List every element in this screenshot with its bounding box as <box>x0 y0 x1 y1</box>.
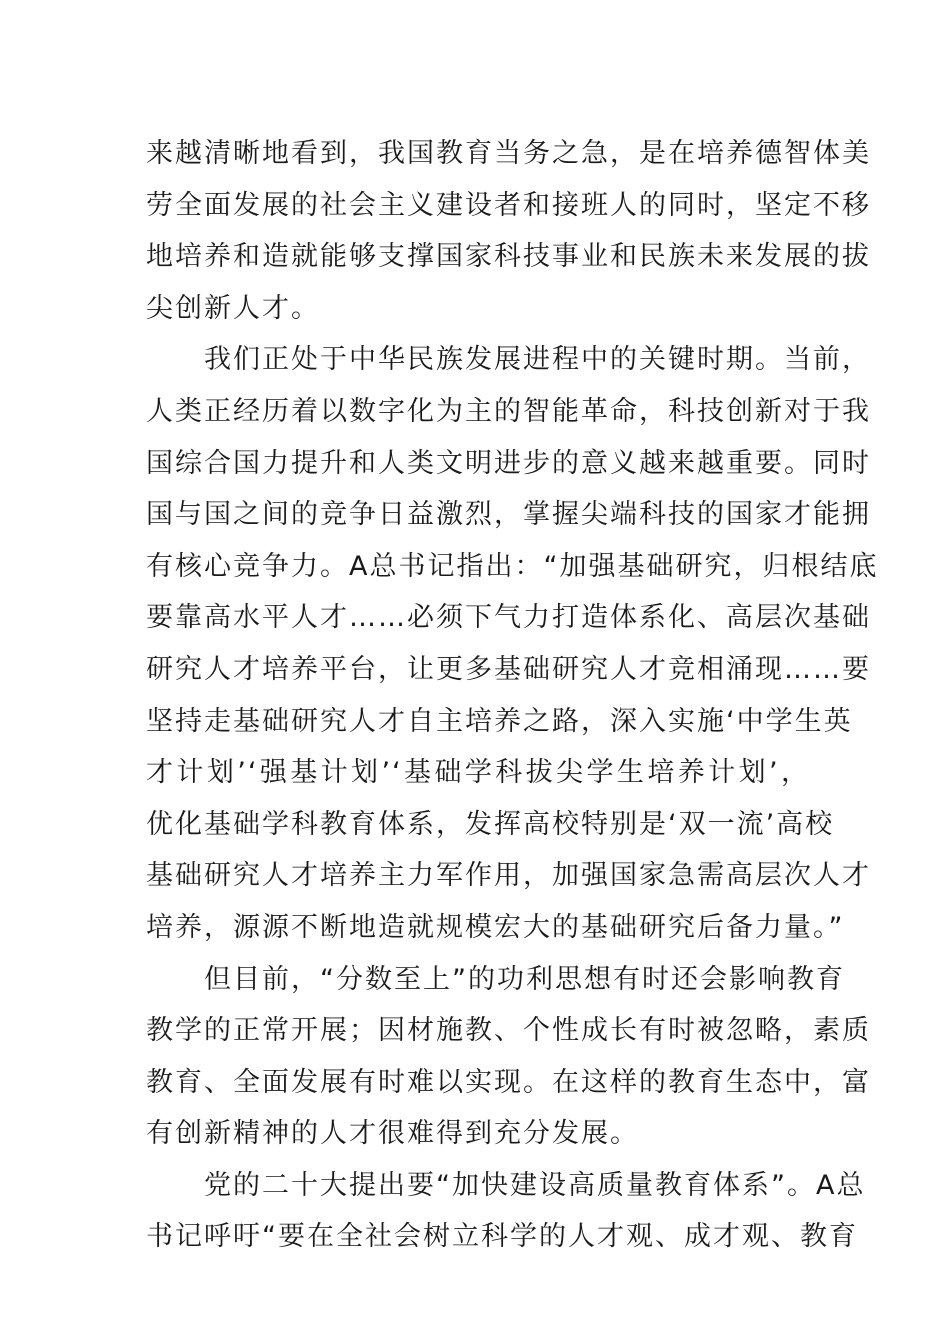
text-line: 培养，源源不断地造就规模宏大的基础研究后备力量。” <box>146 911 845 943</box>
paragraph-first-line: 我们正处于中华民族发展进程中的关键时期。当前， <box>204 344 871 376</box>
text-line: 教学的正常开展；因材施教、个性成长有时被忽略，素质 <box>146 1015 871 1047</box>
text-line: 基础研究人才培养主力军作用，加强国家急需高层次人才 <box>146 860 871 892</box>
text-line: 尖创新人才。 <box>146 292 320 324</box>
text-line: 才计划’‘强基计划’‘基础学科拔尖学生培养计划’， <box>146 757 810 789</box>
text-line: 坚持走基础研究人才自主培养之路，深入实施‘中学生英 <box>146 705 853 737</box>
text-line: 地培养和造就能够支撑国家科技事业和民族未来发展的拔 <box>146 241 871 273</box>
document-body <box>146 128 879 1263</box>
text-line: 有核心竞争力。A总书记指出：“加强基础研究，归根结底 <box>146 550 879 582</box>
text-line: 有创新精神的人才很难得到充分发展。 <box>146 1118 639 1150</box>
text-line: 来越清晰地看到，我国教育当务之急，是在培养德智体美 <box>146 138 871 169</box>
text-line: 要靠高水平人才……必须下气力打造体系化、高层次基础 <box>146 602 871 634</box>
paragraph-first-line: 但目前，“分数至上”的功利思想有时还会影响教育 <box>204 963 845 995</box>
text-line: 书记呼吁“要在全社会树立科学的人才观、成才观、教育 <box>146 1221 858 1253</box>
text-line: 国综合国力提升和人类文明进步的意义越来越重要。同时 <box>146 447 871 479</box>
text-line: 国与国之间的竞争日益激烈，掌握尖端科技的国家才能拥 <box>146 499 871 531</box>
text-line: 人类正经历着以数字化为主的智能革命，科技创新对于我 <box>146 395 871 427</box>
text-line: 研究人才培养平台，让更多基础研究人才竞相涌现……要 <box>146 653 871 685</box>
text-line: 优化基础学科教育体系，发挥高校特别是‘双一流’高校 <box>146 808 835 840</box>
text-line: 劳全面发展的社会主义建设者和接班人的同时，坚定不移 <box>146 189 871 221</box>
paragraph-first-line: 党的二十大提出要“加快建设高质量教育体系”。A总 <box>204 1169 866 1201</box>
text-line: 教育、全面发展有时难以实现。在这样的教育生态中，富 <box>146 1066 871 1098</box>
